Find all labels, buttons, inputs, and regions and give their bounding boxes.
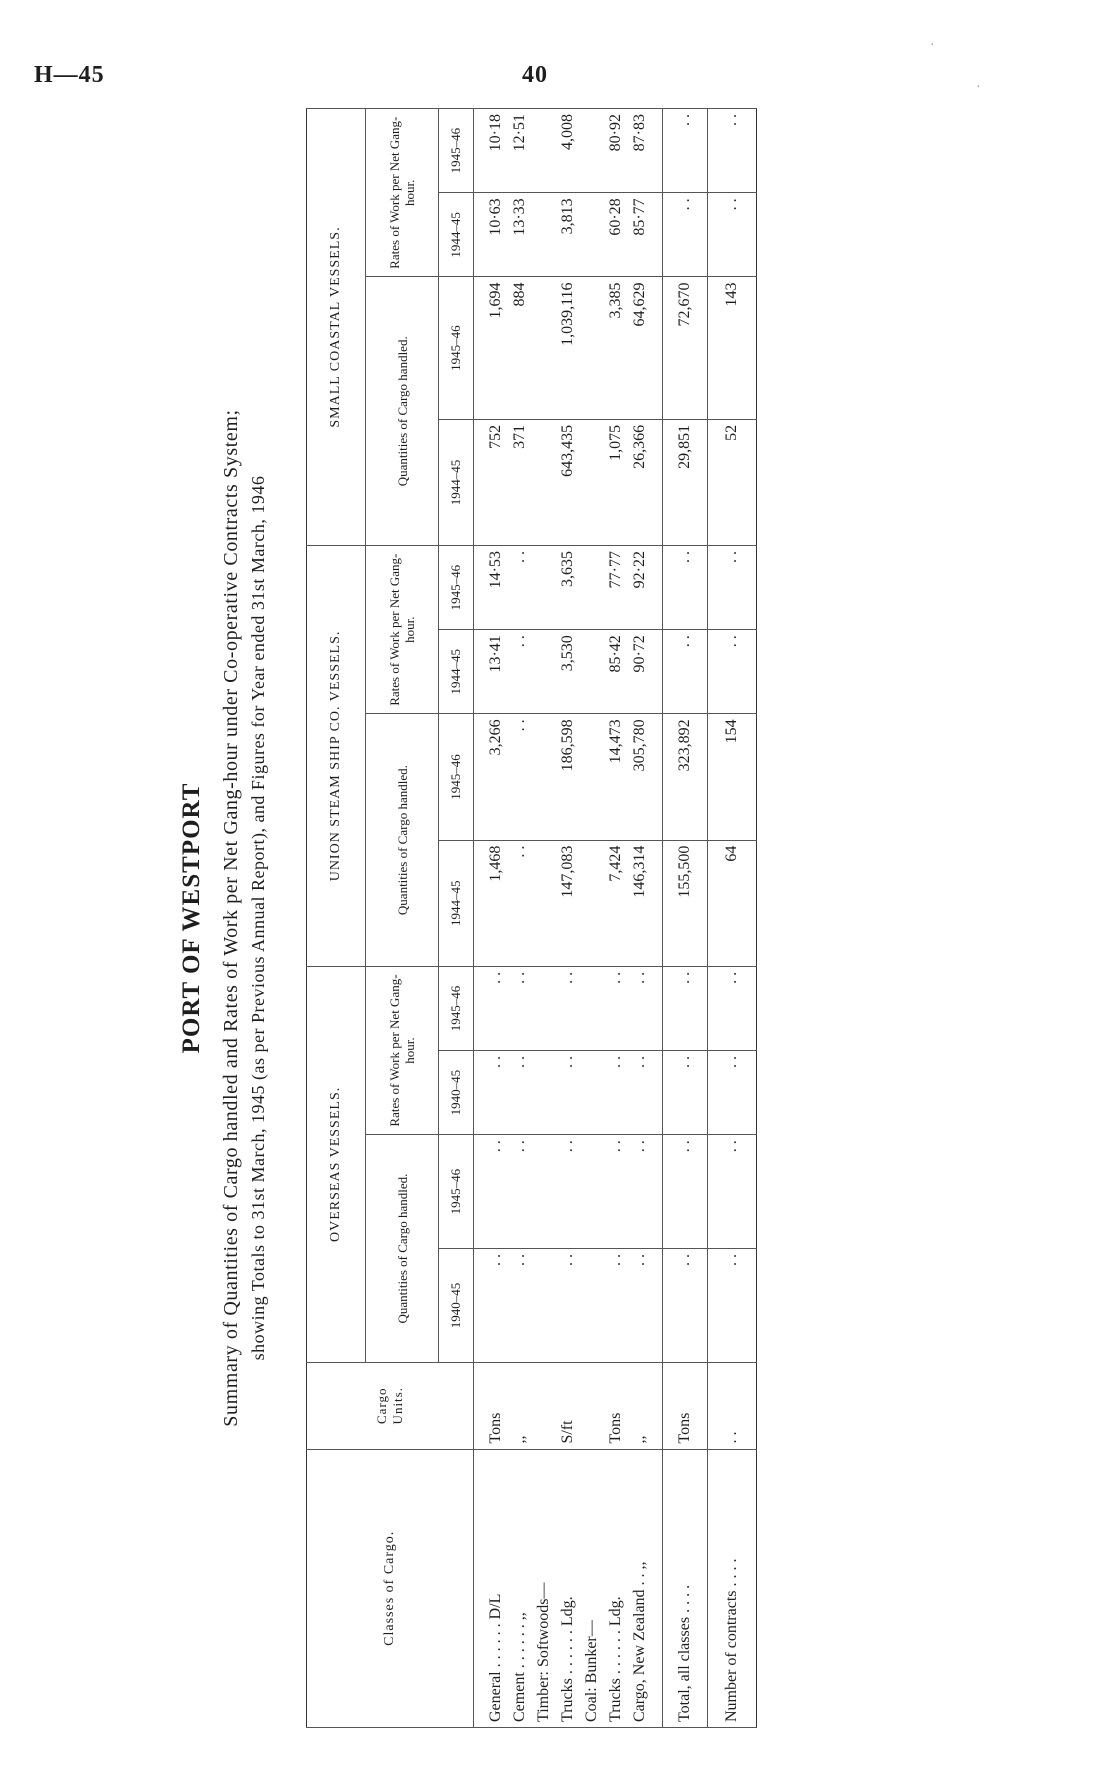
year-header: 1944–45 <box>439 419 474 545</box>
coastal-qty-1944-45: 752 <box>484 419 508 545</box>
coastal-qty-1945-46: 3,385 <box>604 277 628 419</box>
coastal-rate-1945-46 <box>532 109 556 193</box>
overseas-rates-header: Rates of Work per Net Gang-hour. <box>366 966 439 1134</box>
coastal-rate-1945-46: 10·18 <box>484 109 508 193</box>
coastal-qty-1944-45: 1,075 <box>604 419 628 545</box>
spacer-cell <box>474 840 485 966</box>
table-row <box>604 109 628 1728</box>
spacer-cell <box>652 966 663 1050</box>
coastal-rate-1945-46: 12·51 <box>508 109 532 193</box>
overseas-qty-1940-45: . . <box>508 1249 532 1363</box>
spacer-cell <box>652 1051 663 1135</box>
union-qty-1945-46: . . <box>508 714 532 840</box>
row-label: Coal: Bunker— <box>580 1449 604 1727</box>
union-rate-1944-45 <box>532 630 556 714</box>
union-rate-1944-45: 3,530 <box>556 630 580 714</box>
overseas-rate-1945-46: . . <box>556 966 580 1050</box>
page-speck: · <box>976 80 981 95</box>
coastal-rate-1944-45: 85·77 <box>628 193 652 277</box>
coastal-rate-1944-45: 3,813 <box>556 193 580 277</box>
row-label: General . . . . . . D/L <box>484 1449 508 1727</box>
spacer-cell <box>474 1362 485 1449</box>
coastal-qty-1944-45: 26,366 <box>628 419 652 545</box>
document-title: PORT OF WESTPORT <box>178 782 205 1054</box>
year-header: 1945–46 <box>439 546 474 630</box>
spacer-cell <box>474 714 485 840</box>
coastal-qty-1944-45 <box>580 419 604 545</box>
union-rate-1945-46: 77·77 <box>604 546 628 630</box>
union-qty-1945-46: 14,473 <box>604 714 628 840</box>
spacer-cell <box>474 277 485 419</box>
table-row <box>508 109 532 1728</box>
year-header: 1940–45 <box>439 1051 474 1135</box>
coastal-qty-1945-46: 1,694 <box>484 277 508 419</box>
union-rate-1944-45: 90·72 <box>628 630 652 714</box>
overseas-qty-1945-46 <box>532 1135 556 1249</box>
coastal-rate-1945-46: 80·92 <box>604 109 628 193</box>
overseas-vessels-header: OVERSEAS VESSELS. <box>307 966 366 1362</box>
overseas-rate-1940-45 <box>580 1051 604 1135</box>
coastal-rate-1944-45 <box>532 193 556 277</box>
spacer-row <box>652 109 663 1728</box>
coastal-rate-1944-45: 60·28 <box>604 193 628 277</box>
coastal-qty-1945-46 <box>580 277 604 419</box>
coastal-rate-1945-46: 87·83 <box>628 109 652 193</box>
spacer-cell <box>474 419 485 545</box>
row-label: Total, all classes . . . . <box>663 1449 708 1727</box>
cargo-units-header: Cargo Units. <box>307 1362 474 1449</box>
coastal-qty-1945-46: 72,670 <box>663 277 708 419</box>
overseas-qty-1945-46: . . <box>484 1135 508 1249</box>
overseas-rate-1940-45: . . <box>604 1051 628 1135</box>
union-qty-1945-46: 3,266 <box>484 714 508 840</box>
coastal-rate-1945-46: 4,008 <box>556 109 580 193</box>
spacer-cell <box>474 966 485 1050</box>
table-row <box>628 109 652 1728</box>
coastal-rate-1944-45 <box>580 193 604 277</box>
overseas-rate-1945-46 <box>532 966 556 1050</box>
union-qty-1944-45: 155,500 <box>663 840 708 966</box>
total-row <box>663 109 708 1728</box>
cargo-unit: Tons <box>663 1362 708 1449</box>
spacer-cell <box>652 714 663 840</box>
cargo-unit: Tons <box>604 1362 628 1449</box>
union-rate-1945-46 <box>580 546 604 630</box>
overseas-rate-1945-46: . . <box>708 966 757 1050</box>
union-qty-1945-46 <box>532 714 556 840</box>
union-rate-1944-45: . . <box>663 630 708 714</box>
document-reference: H—45 <box>34 62 105 88</box>
spacer-cell <box>652 840 663 966</box>
coastal-qty-1945-46: 1,039,116 <box>556 277 580 419</box>
spacer-cell <box>474 1135 485 1249</box>
coastal-rates-header: Rates of Work per Net Gang-hour. <box>366 109 439 277</box>
overseas-quantities-header: Quantities of Cargo handled. <box>366 1135 439 1363</box>
union-qty-1945-46: 154 <box>708 714 757 840</box>
overseas-rate-1945-46: . . <box>484 966 508 1050</box>
overseas-rate-1940-45: . . <box>508 1051 532 1135</box>
spacer-cell <box>474 546 485 630</box>
union-rate-1944-45: 13·41 <box>484 630 508 714</box>
overseas-rate-1940-45: . . <box>628 1051 652 1135</box>
overseas-qty-1940-45 <box>580 1249 604 1363</box>
spacer-cell <box>652 419 663 545</box>
overseas-qty-1940-45: . . <box>484 1249 508 1363</box>
spacer-cell <box>474 1051 485 1135</box>
overseas-qty-1940-45: . . <box>708 1249 757 1363</box>
spacer-cell <box>474 109 485 193</box>
row-label: Trucks . . . . . . Ldg. <box>604 1449 628 1727</box>
row-label: Number of contracts . . . . <box>708 1449 757 1727</box>
year-header: 1944–45 <box>439 193 474 277</box>
overseas-rate-1940-45: . . <box>484 1051 508 1135</box>
year-header: 1945–46 <box>439 109 474 193</box>
overseas-rate-1940-45: . . <box>556 1051 580 1135</box>
spacer-cell <box>652 193 663 277</box>
overseas-qty-1940-45: . . <box>604 1249 628 1363</box>
coastal-vessels-header: SMALL COASTAL VESSELS. <box>307 109 366 546</box>
overseas-qty-1940-45 <box>532 1249 556 1363</box>
table-row <box>556 109 580 1728</box>
overseas-rate-1945-46: . . <box>508 966 532 1050</box>
contracts-row <box>708 109 757 1728</box>
coastal-qty-1944-45: 371 <box>508 419 532 545</box>
row-label: Cement . . . . . . ,, <box>508 1449 532 1727</box>
coastal-qty-1944-45: 52 <box>708 419 757 545</box>
spacer-cell <box>652 1362 663 1449</box>
coastal-qty-1944-45: 643,435 <box>556 419 580 545</box>
union-rate-1945-46: . . <box>708 546 757 630</box>
union-quantities-header: Quantities of Cargo handled. <box>366 714 439 966</box>
union-qty-1945-46: 323,892 <box>663 714 708 840</box>
coastal-rate-1944-45: 10·63 <box>484 193 508 277</box>
union-rate-1945-46: 92·22 <box>628 546 652 630</box>
union-rate-1945-46: . . <box>508 546 532 630</box>
union-rate-1944-45: . . <box>508 630 532 714</box>
year-header: 1945–46 <box>439 1135 474 1249</box>
union-qty-1945-46: 186,598 <box>556 714 580 840</box>
spacer-cell <box>652 1449 663 1727</box>
overseas-qty-1945-46: . . <box>628 1135 652 1249</box>
coastal-rate-1944-45: . . <box>663 193 708 277</box>
cargo-unit: Tons <box>484 1362 508 1449</box>
overseas-rate-1945-46: . . <box>604 966 628 1050</box>
table-row <box>484 109 508 1728</box>
overseas-rate-1940-45 <box>532 1051 556 1135</box>
coastal-qty-1945-46 <box>532 277 556 419</box>
spacer-cell <box>474 1449 485 1727</box>
union-rate-1945-46: . . <box>663 546 708 630</box>
union-qty-1944-45: 147,083 <box>556 840 580 966</box>
coastal-qty-1945-46: 64,629 <box>628 277 652 419</box>
coastal-rate-1944-45: 13·33 <box>508 193 532 277</box>
year-header: 1940–45 <box>439 1249 474 1363</box>
spacer-cell <box>652 1249 663 1363</box>
page-number: 40 <box>522 62 548 88</box>
overseas-qty-1940-45: . . <box>663 1249 708 1363</box>
row-label: Timber: Softwoods— <box>532 1449 556 1727</box>
overseas-qty-1945-46: . . <box>556 1135 580 1249</box>
coastal-qty-1944-45 <box>532 419 556 545</box>
year-header: 1944–45 <box>439 840 474 966</box>
union-qty-1944-45: 64 <box>708 840 757 966</box>
union-qty-1945-46: 305,780 <box>628 714 652 840</box>
cargo-unit: ,, <box>508 1362 532 1449</box>
spacer-cell <box>652 546 663 630</box>
union-qty-1944-45: 146,314 <box>628 840 652 966</box>
union-rate-1945-46: 3,635 <box>556 546 580 630</box>
union-qty-1944-45 <box>532 840 556 966</box>
year-header: 1945–46 <box>439 714 474 840</box>
overseas-qty-1940-45: . . <box>628 1249 652 1363</box>
overseas-rate-1945-46: . . <box>663 966 708 1050</box>
union-vessels-header: UNION STEAM SHIP CO. VESSELS. <box>307 546 366 967</box>
classes-of-cargo-header: Classes of Cargo. <box>307 1449 474 1727</box>
cargo-unit: S/ft <box>556 1362 580 1449</box>
cargo-unit <box>532 1362 556 1449</box>
coastal-rate-1945-46: . . <box>663 109 708 193</box>
union-qty-1944-45: 7,424 <box>604 840 628 966</box>
overseas-rate-1940-45: . . <box>708 1051 757 1135</box>
coastal-quantities-header: Quantities of Cargo handled. <box>366 277 439 546</box>
spacer-cell <box>652 277 663 419</box>
page-speck: · <box>930 38 935 53</box>
overseas-qty-1945-46: . . <box>663 1135 708 1249</box>
row-label: Cargo, New Zealand . . ,, <box>628 1449 652 1727</box>
union-rate-1945-46 <box>532 546 556 630</box>
overseas-rate-1945-46: . . <box>628 966 652 1050</box>
subtitle-line-2: showing Totals to 31st March, 1945 (as per Previous Annual Report), and Figures for Year ended 31st March, 1946 <box>248 475 268 1361</box>
union-qty-1944-45 <box>580 840 604 966</box>
union-rates-header: Rates of Work per Net Gang-hour. <box>366 546 439 714</box>
header-row-groups <box>307 109 366 1728</box>
spacer-row <box>474 109 485 1728</box>
coastal-qty-1945-46: 884 <box>508 277 532 419</box>
overseas-qty-1945-46: . . <box>708 1135 757 1249</box>
coastal-rate-1944-45: . . <box>708 193 757 277</box>
union-rate-1945-46: 14·53 <box>484 546 508 630</box>
year-header: 1945–46 <box>439 277 474 419</box>
spacer-cell <box>652 1135 663 1249</box>
union-rate-1944-45: 85·42 <box>604 630 628 714</box>
table-body <box>474 109 757 1728</box>
row-label: Trucks . . . . . . Ldg. <box>556 1449 580 1727</box>
union-qty-1944-45: 1,468 <box>484 840 508 966</box>
overseas-qty-1945-46 <box>580 1135 604 1249</box>
coastal-rate-1945-46: . . <box>708 109 757 193</box>
union-rate-1944-45: . . <box>708 630 757 714</box>
union-rate-1944-45 <box>580 630 604 714</box>
coastal-qty-1944-45: 29,851 <box>663 419 708 545</box>
coastal-rate-1945-46 <box>580 109 604 193</box>
year-header: 1944–45 <box>439 630 474 714</box>
spacer-cell <box>474 193 485 277</box>
spacer-cell <box>652 630 663 714</box>
spacer-cell <box>474 1249 485 1363</box>
overseas-rate-1945-46 <box>580 966 604 1050</box>
spacer-cell <box>652 109 663 193</box>
union-qty-1945-46 <box>580 714 604 840</box>
table-row <box>532 109 556 1728</box>
table-row <box>580 109 604 1728</box>
overseas-qty-1940-45: . . <box>556 1249 580 1363</box>
overseas-qty-1945-46: . . <box>508 1135 532 1249</box>
cargo-unit <box>580 1362 604 1449</box>
union-qty-1944-45: . . <box>508 840 532 966</box>
subtitle-line-1: Summary of Quantities of Cargo handled and Rates of Work per Net Gang-hour under Co-operative Contracts System; <box>220 409 242 1427</box>
cargo-unit: ,, <box>628 1362 652 1449</box>
cargo-unit: . . <box>708 1362 757 1449</box>
overseas-qty-1945-46: . . <box>604 1135 628 1249</box>
spacer-cell <box>474 630 485 714</box>
cargo-summary-table <box>306 108 757 1728</box>
overseas-rate-1940-45: . . <box>663 1051 708 1135</box>
rotated-table-panel <box>178 108 828 1728</box>
year-header: 1945–46 <box>439 966 474 1050</box>
coastal-qty-1945-46: 143 <box>708 277 757 419</box>
